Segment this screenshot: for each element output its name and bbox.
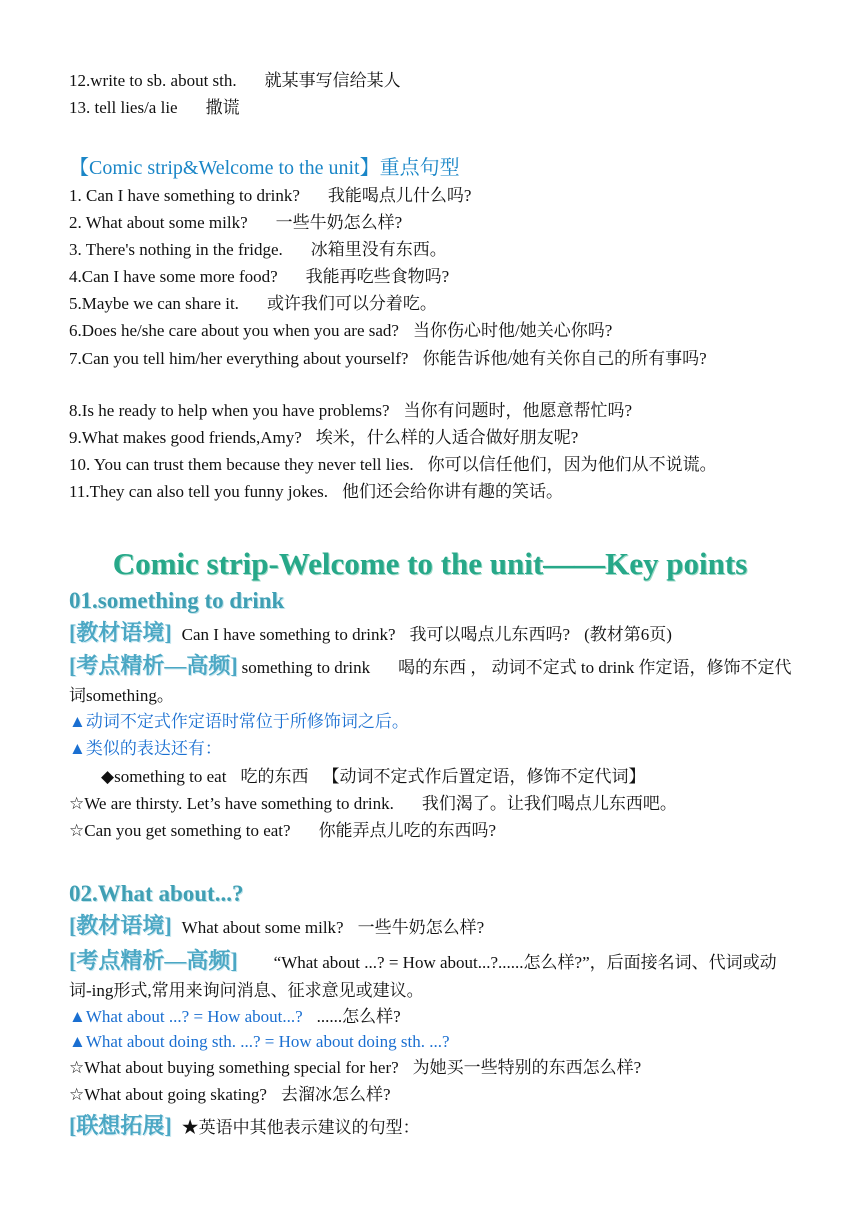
sentences-heading: 【Comic strip&Welcome to the unit】重点句型	[69, 157, 460, 179]
sentence-item	[69, 211, 820, 235]
sentence-item	[69, 453, 820, 477]
point1-example	[69, 792, 820, 816]
bullet-zh: ......怎么样?	[316, 1007, 401, 1026]
point2-extension	[69, 1112, 820, 1142]
sentence-zh: 埃米，什么样的人适合做好朋友呢?	[315, 428, 579, 447]
point2-bullet	[69, 1005, 820, 1029]
example-zh: 为她买一些特别的东西怎么样?	[412, 1058, 642, 1077]
sentence-en: 7.Can you tell him/her everything about yourself?	[69, 349, 409, 368]
textbook-label: [教材语境]	[69, 620, 172, 645]
sentence-zh: 他们还会给你讲有趣的笑话。	[342, 482, 564, 501]
analysis-text: 喝的东西 ， 动词不定式 to drink 作定语，修饰不定代词something。	[69, 658, 792, 705]
point1-bullet	[69, 710, 820, 734]
sentence-zh: 一些牛奶怎么样?	[275, 213, 403, 232]
sub-zh: 吃的东西	[240, 767, 309, 786]
example-en: ☆We are thirsty. Let’s have something to drink.	[69, 794, 394, 813]
sentence-zh: 我能再吃些食物吗?	[305, 267, 450, 286]
sentence-en: 1. Can I have something to drink?	[69, 186, 300, 205]
point2-heading: 02.What about...?	[69, 881, 244, 906]
sentence-item	[69, 184, 820, 208]
example-en: ☆Can you get something to eat?	[69, 821, 291, 840]
textbook-zh: 一些牛奶怎么样?	[357, 918, 485, 937]
sentence-item	[69, 292, 820, 316]
sentence-zh: 你可以信任他们，因为他们从不说谎。	[427, 455, 717, 474]
analysis-label: [考点精析—高频]	[69, 653, 238, 678]
sentence-item	[69, 238, 820, 262]
sentence-item	[69, 399, 820, 423]
sentence-en: 8.Is he ready to help when you have problems?	[69, 401, 390, 420]
point1-example	[69, 819, 820, 843]
example-zh: 你能弄点儿吃的东西吗?	[318, 821, 497, 840]
analysis-label: [考点精析—高频]	[69, 948, 238, 973]
sub-note: 【动词不定式作后置定语，修饰不定代词】	[322, 767, 646, 786]
bullet-text: ▲类似的表达还有：	[69, 739, 222, 758]
vocab-item	[69, 96, 820, 120]
sentence-en: 4.Can I have some more food?	[69, 267, 278, 286]
sentence-item	[69, 265, 820, 289]
extension-text: ★英语中其他表示建议的句型：	[181, 1118, 420, 1137]
sentence-en: 9.What makes good friends,Amy?	[69, 428, 302, 447]
sentence-en: 2. What about some milk?	[69, 213, 248, 232]
point1-textbook	[69, 619, 820, 649]
sub-en: ◆something to eat	[101, 767, 227, 786]
sentence-zh: 你能告诉他/她有关你自己的所有事吗?	[422, 349, 707, 368]
point1-bullet	[69, 737, 820, 761]
vocab-en: 12.write to sb. about sth.	[69, 71, 237, 90]
textbook-label: [教材语境]	[69, 913, 172, 938]
textbook-en: Can I have something to drink?	[181, 625, 396, 644]
key-points-title: Comic strip-Welcome to the unit——Key points	[112, 546, 748, 581]
textbook-ref: (教材第6页)	[584, 625, 672, 644]
sentence-en: 3. There's nothing in the fridge.	[69, 240, 283, 259]
point1-heading: 01.something to drink	[69, 588, 285, 613]
point2-example	[69, 1083, 820, 1107]
point1-analysis	[69, 652, 799, 710]
point2-bullet	[69, 1030, 820, 1054]
bullet-text: ▲动词不定式作定语时常位于所修饰词之后。	[69, 712, 409, 731]
sentence-zh: 冰箱里没有东西。	[310, 240, 447, 259]
sentence-en: 11.They can also tell you funny jokes.	[69, 482, 329, 501]
extension-label: [联想拓展]	[69, 1113, 172, 1138]
vocab-en: 13. tell lies/a lie	[69, 98, 178, 117]
analysis-phrase: something to drink	[241, 658, 371, 677]
bullet-text: ▲What about doing sth. ...? = How about doing sth. ...?	[69, 1032, 450, 1051]
analysis-text: “What about ...? = How about...?......怎么样?”，后面接名词、代词或动词-ing形式,常用来询问消息、征求意见或建议。	[69, 953, 777, 1000]
sentence-zh: 我能喝点儿什么吗?	[327, 186, 472, 205]
bullet-text: ▲What about ...? = How about...?	[69, 1007, 303, 1026]
vocab-zh: 就某事写信给某人	[264, 71, 401, 90]
sentence-zh: 或许我们可以分着吃。	[266, 294, 437, 313]
example-zh: 我们渴了。让我们喝点儿东西吧。	[421, 794, 677, 813]
vocab-zh: 撒谎	[205, 98, 240, 117]
point2-textbook	[69, 912, 820, 942]
point2-example	[69, 1056, 820, 1080]
textbook-en: What about some milk?	[181, 918, 344, 937]
sentence-en: 10. You can trust them because they never tell lies.	[69, 455, 414, 474]
sentence-zh: 当你伤心时他/她关心你吗?	[412, 321, 613, 340]
point1-sub-example	[69, 765, 820, 789]
example-en: ☆What about buying something special for her?	[69, 1058, 399, 1077]
textbook-zh: 我可以喝点儿东西吗?	[409, 625, 571, 644]
sentence-item	[69, 480, 820, 504]
sentence-en: 5.Maybe we can share it.	[69, 294, 239, 313]
vocab-item	[69, 69, 820, 93]
sentence-en: 6.Does he/she care about you when you are sad?	[69, 321, 399, 340]
sentence-item	[69, 319, 820, 343]
example-zh: 去溜冰怎么样?	[280, 1085, 391, 1104]
example-en: ☆What about going skating?	[69, 1085, 267, 1104]
sentence-item	[69, 426, 820, 450]
point2-analysis	[69, 947, 799, 1005]
sentence-item	[69, 346, 781, 372]
sentence-zh: 当你有问题时，他愿意帮忙吗?	[403, 401, 633, 420]
